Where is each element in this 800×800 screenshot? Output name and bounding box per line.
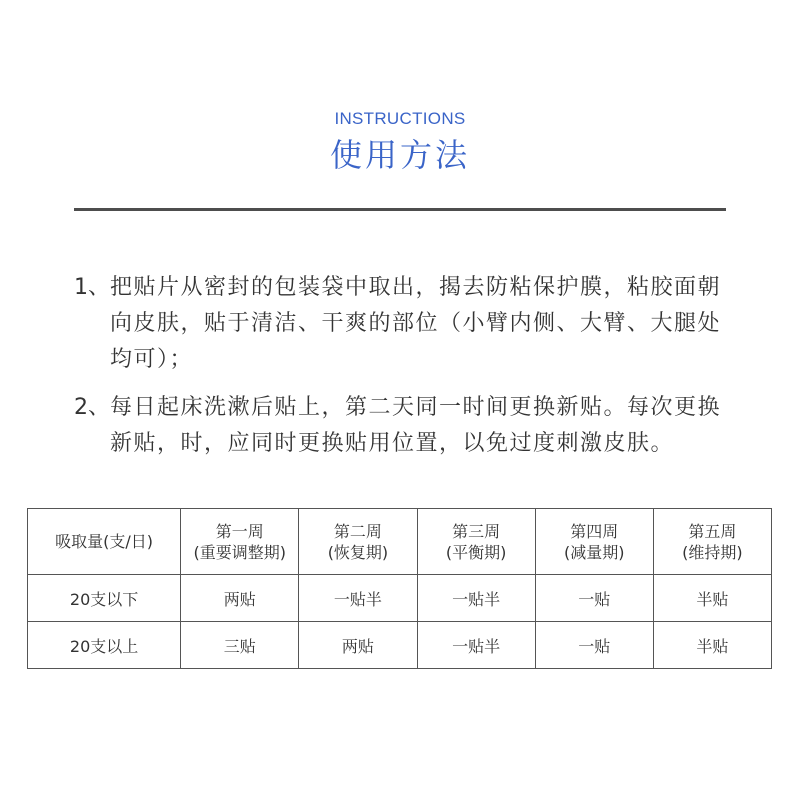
week-header-2 [299, 509, 417, 575]
dosage-cell: 半贴 [653, 575, 771, 622]
dosage-cell: 一贴半 [299, 575, 417, 622]
week-phase: (恢复期) [327, 542, 389, 562]
dosage-cell: 一贴 [535, 575, 653, 622]
week-header-3 [417, 509, 535, 575]
instruction-number: 2、 [74, 395, 110, 420]
instruction-item-2 [74, 390, 734, 462]
table-row [28, 575, 772, 622]
instruction-item-1 [74, 270, 734, 378]
table-header-row [28, 509, 772, 575]
dosage-cell: 一贴半 [417, 622, 535, 669]
week-name: 第一周 [215, 521, 264, 541]
week-header-4 [535, 509, 653, 575]
week-name: 第五周 [688, 521, 737, 541]
instruction-number: 1、 [74, 275, 110, 300]
header [0, 108, 800, 176]
title-chinese: 使用方法 [329, 136, 470, 174]
week-header-1 [181, 509, 299, 575]
week-phase: (减量期) [564, 542, 625, 562]
dosage-cell: 一贴半 [417, 575, 535, 622]
week-phase: (重要调整期) [193, 542, 287, 562]
dosage-cell: 一贴 [535, 622, 653, 669]
instructions-list [74, 270, 734, 474]
week-name: 第二周 [333, 521, 382, 541]
instruction-text: 每日起床洗漱后贴上，第二天同一时间更换新贴。每次更换新贴，时，应同时更换贴用位置，以免过度刺激皮肤。 [110, 395, 722, 456]
week-name: 第四周 [570, 521, 619, 541]
dosage-cell: 三贴 [181, 622, 299, 669]
table-row [28, 622, 772, 669]
header-label-cell: 吸取量(支/日) [28, 509, 181, 575]
week-name: 第三周 [452, 521, 501, 541]
title-english: INSTRUCTIONS [334, 109, 466, 128]
dosage-table [27, 508, 772, 669]
row-label: 20支以上 [28, 622, 181, 669]
row-label: 20支以下 [28, 575, 181, 622]
dosage-cell: 半贴 [653, 622, 771, 669]
week-phase: (维持期) [682, 542, 743, 562]
week-header-5 [653, 509, 771, 575]
divider [74, 208, 726, 211]
instruction-text: 把贴片从密封的包装袋中取出，揭去防粘保护膜，粘胶面朝向皮肤，贴于清洁、干爽的部位（小臂内侧、大臂、大腿处均可）； [110, 275, 722, 372]
dosage-cell: 两贴 [299, 622, 417, 669]
dosage-cell: 两贴 [181, 575, 299, 622]
week-phase: (平衡期) [445, 542, 507, 562]
